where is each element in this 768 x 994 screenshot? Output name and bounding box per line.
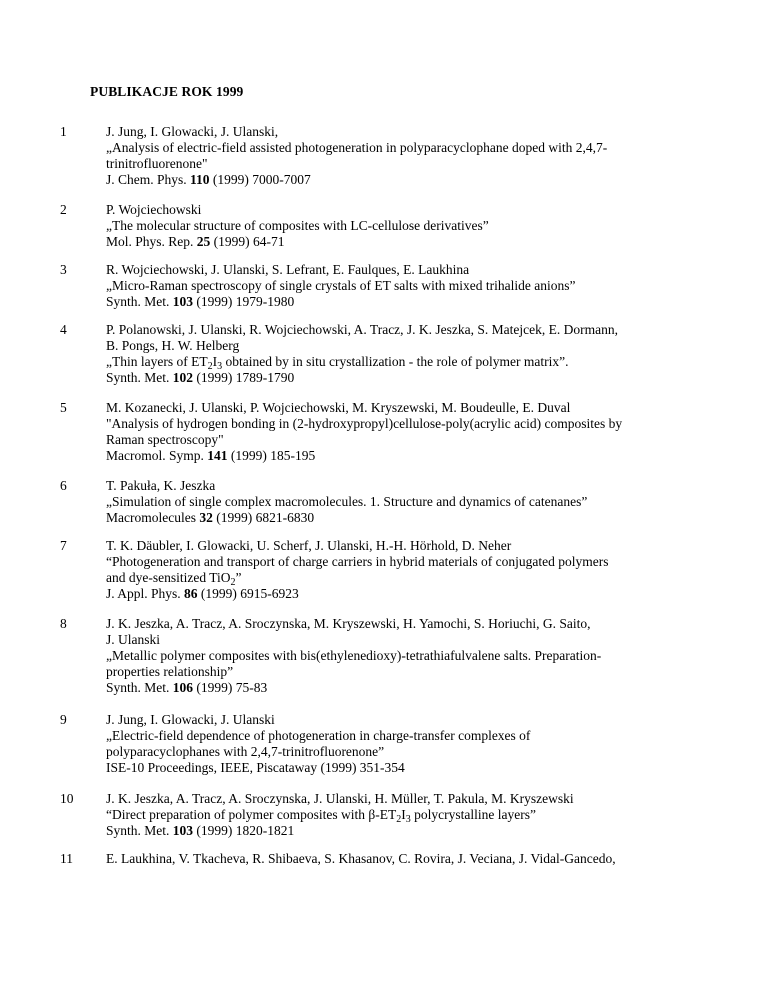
entry-title: „Analysis of electric-field assisted photogeneration in polyparacyclophane doped with 2,4,7- <box>106 140 608 155</box>
entry-number: 1 <box>60 124 67 139</box>
entry-number: 10 <box>60 791 74 806</box>
entry-authors: R. Wojciechowski, J. Ulanski, S. Lefrant, E. Faulques, E. Laukhina <box>106 262 470 277</box>
entry-number: 5 <box>60 400 67 415</box>
entry-number: 11 <box>60 851 73 866</box>
entry-authors: P. Polanowski, J. Ulanski, R. Wojciechowski, A. Tracz, J. K. Jeszka, S. Matejcek, E. Dormann, <box>106 322 618 337</box>
entry-authors: J. K. Jeszka, A. Tracz, A. Sroczynska, M. Kryszewski, H. Yamochi, S. Horiuchi, G. Saito, <box>106 616 591 631</box>
entry-title: "Analysis of hydrogen bonding in (2-hydroxypropyl)cellulose-poly(acrylic acid) composites by <box>106 416 623 431</box>
entry-title: “Photogeneration and transport of charge carriers in hybrid materials of conjugated polymers <box>106 554 609 569</box>
entry-citation: Synth. Met. 106 (1999) 75-83 <box>106 680 268 695</box>
entry-volume: 141 <box>207 448 228 463</box>
entry-title: “Direct preparation of polymer composites with $\beta-ET_2I_3$ polycrystalline layers” <box>106 807 536 825</box>
entry-title: „Simulation of single complex macromolecules. 1. Structure and dynamics of catenanes” <box>106 494 588 509</box>
entry-volume: 86 <box>184 586 198 601</box>
entry-volume: 32 <box>199 510 213 525</box>
entry-authors: E. Laukhina, V. Tkacheva, R. Shibaeva, S. Khasanov, C. Rovira, J. Veciana, J. Vidal-Gancedo, <box>106 851 616 866</box>
entry-authors: J. K. Jeszka, A. Tracz, A. Sroczynska, J. Ulanski, H. Müller, T. Pakula, M. Kryszewski <box>106 791 574 806</box>
entry-title-cont: Raman spectroscopy" <box>106 432 224 447</box>
page-heading: PUBLIKACJE ROK 1999 <box>90 84 244 99</box>
entry-number: 9 <box>60 712 67 727</box>
entry-authors: J. Jung, I. Glowacki, J. Ulanski, <box>106 124 279 139</box>
entry-authors: J. Jung, I. Glowacki, J. Ulanski <box>106 712 275 727</box>
entry-volume: 103 <box>172 823 194 838</box>
entry-citation: Macromol. Symp. 141 (1999) 185-195 <box>106 448 316 463</box>
entry-citation: Mol. Phys. Rep. 25 (1999) 64-71 <box>106 234 285 249</box>
entry-title-cont: polyparacyclophanes with 2,4,7-trinitrofluorenone” <box>106 744 385 759</box>
entry-title: „Micro-Raman spectroscopy of single crystals of ET salts with mixed trihalide anions” <box>106 278 576 293</box>
entry-citation: J. Chem. Phys. 110 (1999) 7000-7007 <box>106 172 311 187</box>
entry-authors-cont: J. Ulanski <box>106 632 160 647</box>
entry-title-cont: properties relationship” <box>106 664 234 679</box>
entry-citation: Synth. Met. 102 (1999) 1789-1790 <box>106 370 295 385</box>
entry-volume: 106 <box>172 680 194 695</box>
entry-volume: 110 <box>190 172 210 187</box>
entry-citation: Synth. Met. 103 (1999) 1979-1980 <box>106 294 295 309</box>
entry-title: „Electric-field dependence of photogeneration in charge-transfer complexes of <box>106 728 531 743</box>
entry-volume: 25 <box>196 234 211 249</box>
entry-number: 8 <box>60 616 67 631</box>
entry-number: 6 <box>60 478 67 493</box>
entry-title: „The molecular structure of composites with LC-cellulose derivatives” <box>106 218 489 233</box>
entry-title-cont: trinitrofluorenone" <box>106 156 208 171</box>
entry-authors: T. Pakuła, K. Jeszka <box>106 478 216 493</box>
entry-number: 2 <box>60 202 67 217</box>
entry-volume: 102 <box>172 370 194 385</box>
entry-title-cont: and dye-sensitized TiO$_2$” <box>106 570 242 588</box>
entry-authors: P. Wojciechowski <box>106 202 202 217</box>
entry-citation: ISE-10 Proceedings, IEEE, Piscataway (1999) 351-354 <box>106 760 405 775</box>
entry-number: 3 <box>60 262 67 277</box>
entry-number: 7 <box>60 538 67 553</box>
entry-citation: J. Appl. Phys. 86 (1999) 6915-6923 <box>106 586 299 601</box>
entry-title: „Thin layers of $ET_2I_3$ obtained by in situ crystallization - the role of polymer matrix”. <box>106 354 569 372</box>
entry-authors: M. Kozanecki, J. Ulanski, P. Wojciechowski, M. Kryszewski, M. Boudeulle, E. Duval <box>106 400 571 415</box>
entry-volume: 103 <box>172 294 194 309</box>
entry-authors: T. K. Däubler, I. Glowacki, U. Scherf, J. Ulanski, H.-H. Hörhold, D. Neher <box>106 538 512 553</box>
entry-citation: Synth. Met. 103 (1999) 1820-1821 <box>106 823 295 838</box>
entry-citation: Macromolecules 32 (1999) 6821-6830 <box>106 510 315 525</box>
entry-number: 4 <box>60 322 67 337</box>
entry-title: „Metallic polymer composites with bis(ethylenedioxy)-tetrathiafulvalene salts. Preparation- <box>106 648 602 663</box>
entry-authors-cont: B. Pongs, H. W. Helberg <box>106 338 240 353</box>
